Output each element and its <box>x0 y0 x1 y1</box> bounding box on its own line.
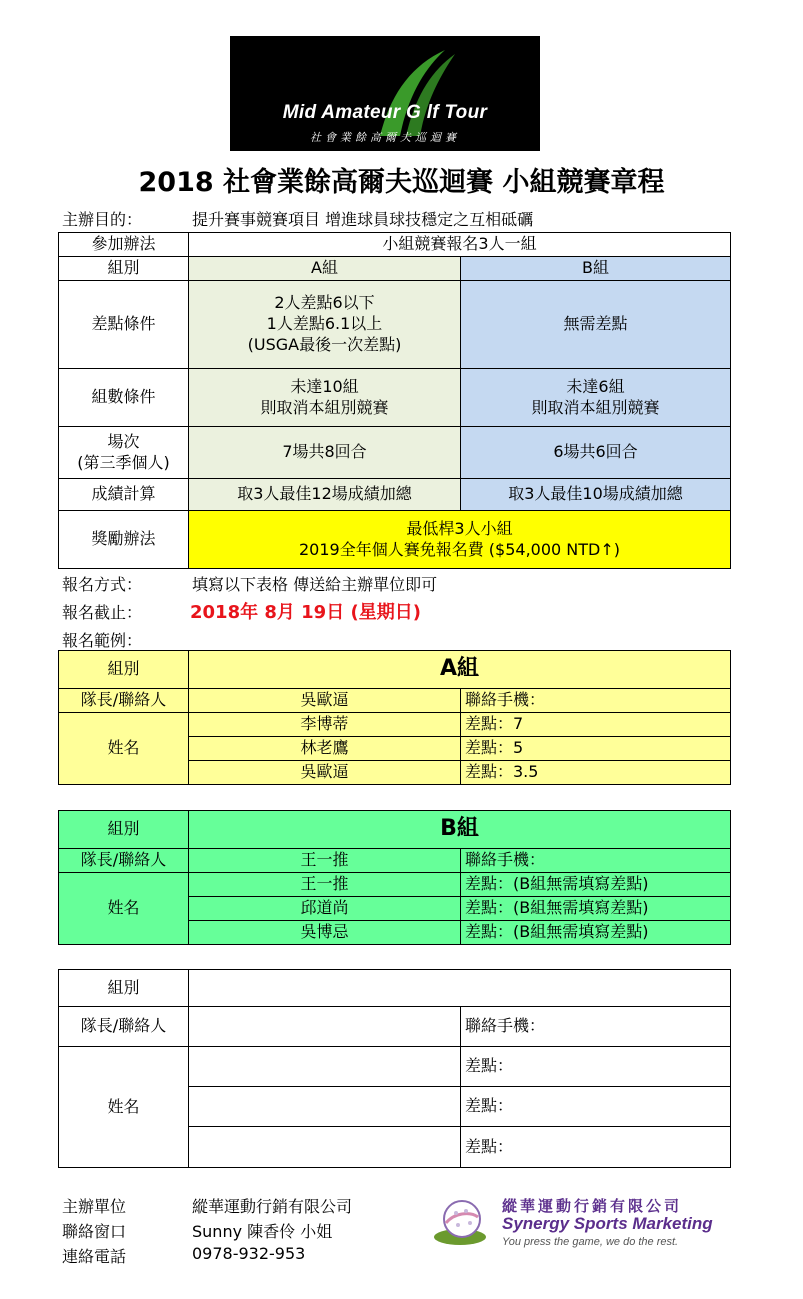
rules-table <box>58 232 731 569</box>
tour-logo <box>230 36 540 151</box>
ex-b-player-name: 吳博忌 <box>189 921 461 945</box>
join-value: 小組競賽報名3人一組 <box>189 233 731 257</box>
join-label: 參加辦法 <box>59 233 189 257</box>
blank-group-label: 組別 <box>59 970 189 1007</box>
count-a <box>189 369 461 427</box>
score-b: 取3人最佳10場成績加總 <box>461 479 731 511</box>
group-b-header: B組 <box>461 257 731 281</box>
rounds-b: 6場共6回合 <box>461 427 731 479</box>
handicap-a-line: 2人差點6以下 <box>274 293 375 313</box>
purpose-label: 主辦目的： <box>62 210 143 229</box>
ex-b-group-value: B組 <box>189 811 731 849</box>
group-a-header: A組 <box>189 257 461 281</box>
rounds-label <box>59 427 189 479</box>
rounds-label-line: (第三季個人) <box>77 452 170 472</box>
blank-captain-label: 隊長/聯絡人 <box>59 1007 189 1047</box>
reward-line: 2019全年個人賽免報名費 ($54,000 NTD↑) <box>298 539 620 559</box>
rounds-a: 7場共8回合 <box>189 427 461 479</box>
ex-a-captain-name: 吳歐逼 <box>189 689 461 713</box>
method-value: 填寫以下表格 傳送給主辦單位即可 <box>192 575 438 594</box>
rounds-label-line: 場次 <box>107 431 140 451</box>
reward-line: 最低桿3人小組 <box>406 518 513 538</box>
ex-b-player-name: 邱道尚 <box>189 897 461 921</box>
handicap-a-line: 1人差點6.1以上 <box>266 314 383 334</box>
count-label: 組數條件 <box>59 369 189 427</box>
ex-a-player-hcp: 差點：5 <box>461 737 731 761</box>
blank-player-hcp-field[interactable] <box>461 1127 731 1168</box>
purpose-value: 提升賽事競賽項目 增進球員球技穩定之互相砥礪 <box>192 210 534 229</box>
handicap-label: 差點條件 <box>59 281 189 369</box>
blank-group-field[interactable] <box>189 970 731 1007</box>
count-b-line: 未達6組 <box>566 376 625 396</box>
ex-b-player-hcp: 差點：(B組無需填寫差點) <box>461 873 731 897</box>
ex-a-names-label: 姓名 <box>59 713 189 785</box>
count-a-line: 則取消本組別競賽 <box>260 397 389 417</box>
ex-b-group-label: 組別 <box>59 811 189 849</box>
ex-a-player-hcp: 差點：3.5 <box>461 761 731 785</box>
deadline-value: 2018年 8月 19日 (星期日) <box>190 602 421 623</box>
method-label: 報名方式： <box>62 575 143 594</box>
blank-player-hcp-field[interactable] <box>461 1047 731 1087</box>
phone-label: 連絡電話 <box>62 1247 127 1266</box>
blank-player-hcp-field[interactable] <box>461 1087 731 1127</box>
phone-value: 0978-932-953 <box>192 1244 306 1263</box>
synergy-name-en: Synergy Sports Marketing <box>502 1214 713 1233</box>
organizer-value: 縱華運動行銷有限公司 <box>192 1197 353 1216</box>
ex-a-player-name: 林老鷹 <box>189 737 461 761</box>
handicap-a <box>189 281 461 369</box>
handicap-a-line: (USGA最後一次差點) <box>247 334 402 354</box>
handicap-b: 無需差點 <box>461 281 731 369</box>
blank-hcp-label: 差點： <box>465 1096 514 1116</box>
ex-a-group-label: 組別 <box>59 651 189 689</box>
ex-b-player-name: 王一推 <box>189 873 461 897</box>
example-label: 報名範例： <box>62 631 143 650</box>
score-a: 取3人最佳12場成績加總 <box>189 479 461 511</box>
ex-b-phone-label: 聯絡手機： <box>461 849 731 873</box>
ex-b-player-hcp: 差點：(B組無需填寫差點) <box>461 921 731 945</box>
deadline-label: 報名截止： <box>62 603 143 622</box>
blank-player-name-field[interactable] <box>189 1087 461 1127</box>
count-b-line: 則取消本組別競賽 <box>531 397 660 417</box>
ex-a-phone-label: 聯絡手機： <box>461 689 731 713</box>
ex-b-captain-label: 隊長/聯絡人 <box>59 849 189 873</box>
score-label: 成績計算 <box>59 479 189 511</box>
blank-phone-label: 聯絡手機： <box>465 1016 546 1036</box>
blank-form-table <box>58 969 731 1168</box>
example-a-table <box>58 650 731 785</box>
ex-a-player-name: 吳歐逼 <box>189 761 461 785</box>
count-a-line: 未達10組 <box>290 376 359 396</box>
count-b <box>461 369 731 427</box>
organizer-label: 主辦單位 <box>62 1197 127 1216</box>
ex-a-captain-label: 隊長/聯絡人 <box>59 689 189 713</box>
blank-player-name-field[interactable] <box>189 1047 461 1087</box>
blank-names-label: 姓名 <box>59 1047 189 1168</box>
blank-phone-field[interactable] <box>461 1007 731 1047</box>
contact-value: Sunny 陳香伶 小姐 <box>192 1222 333 1241</box>
example-b-table <box>58 810 731 945</box>
page-title: 2018 社會業餘高爾夫巡迴賽 小組競賽章程 <box>138 167 665 198</box>
contact-label: 聯絡窗口 <box>62 1222 127 1241</box>
reward-label: 獎勵辦法 <box>59 511 189 569</box>
ex-b-player-hcp: 差點：(B組無需填寫差點) <box>461 897 731 921</box>
synergy-logo <box>430 1193 770 1255</box>
synergy-name-cn: 縱華運動行銷有限公司 <box>502 1197 683 1215</box>
synergy-tagline: You press the game, we do the rest. <box>502 1236 679 1248</box>
blank-captain-field[interactable] <box>189 1007 461 1047</box>
blank-hcp-label: 差點： <box>465 1056 514 1076</box>
reward-value <box>189 511 731 569</box>
blank-hcp-label: 差點： <box>465 1136 514 1156</box>
golf-ball-icon <box>432 1197 488 1247</box>
group-label: 組別 <box>59 257 189 281</box>
blank-player-name-field[interactable] <box>189 1127 461 1168</box>
ex-b-captain-name: 王一推 <box>189 849 461 873</box>
logo-title: Mid Amateur G lf Tour <box>282 102 488 123</box>
ex-a-player-hcp: 差點：7 <box>461 713 731 737</box>
ex-b-names-label: 姓名 <box>59 873 189 945</box>
logo-subtitle: 社會業餘高爾夫巡迴賽 <box>310 131 460 144</box>
ex-a-player-name: 李博蒂 <box>189 713 461 737</box>
ex-a-group-value: A組 <box>189 651 731 689</box>
